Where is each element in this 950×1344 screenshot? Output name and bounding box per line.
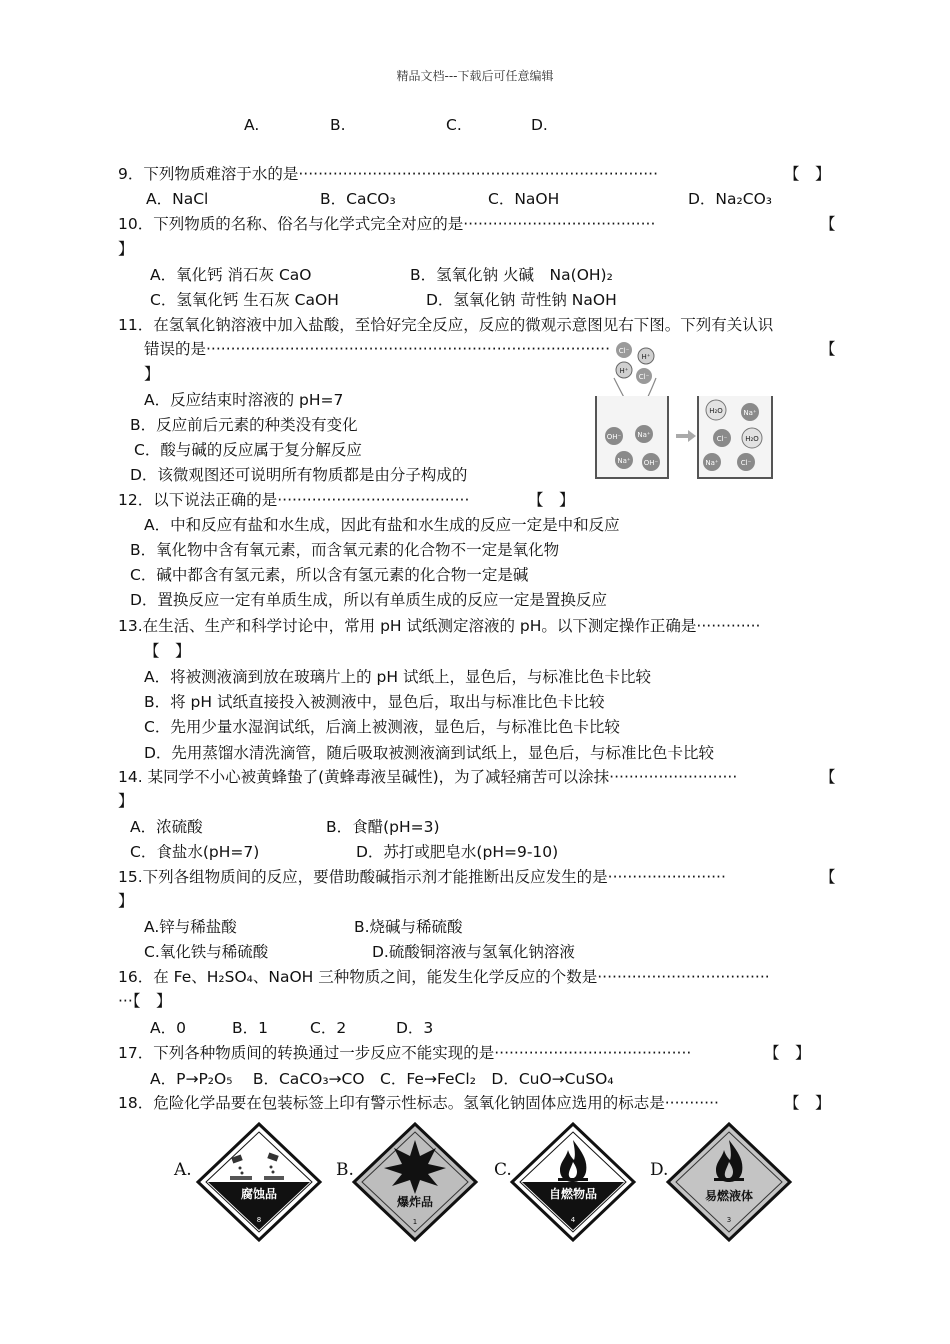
top-choice-c: C. [446, 116, 462, 134]
q14-bracket-open: 【 [820, 768, 836, 786]
q15-stem: 15.下列各组物质间的反应，要借助酸碱指示剂才能推断出反应发生的是························ [118, 868, 726, 886]
left-ion-3: Na⁺ [617, 457, 631, 465]
q10-option-a: A．氧化钙 消石灰 CaO [150, 266, 312, 284]
q18-bracket: 【 】 [784, 1094, 831, 1112]
combustible-sign [508, 1122, 638, 1242]
right-ion-3: Cl⁻ [716, 435, 728, 443]
q16-option-c: C．2 [310, 1019, 347, 1037]
q15-bracket-close: 】 [118, 892, 134, 910]
q9-option-b: B．CaCO₃ [320, 190, 396, 208]
sign-c-label: 自燃物品 [548, 1187, 598, 1201]
sign-d-number: 3 [726, 1216, 732, 1224]
sign-d-label: 易燃液体 [704, 1189, 754, 1203]
q16-option-a: A．0 [150, 1019, 186, 1037]
q14-bracket-close: 】 [118, 792, 134, 810]
top-choice-a: A. [244, 116, 260, 134]
q9-stem: 9．下列物质难溶于水的是········································································· [118, 165, 659, 183]
q10-stem: 10．下列物质的名称、俗名与化学式完全对应的是······································· [118, 215, 656, 233]
drop-ion-group [616, 342, 654, 384]
q17-options: A．P→P₂O₅ B．CaCO₃→CO C．Fe→FeCl₂ D．CuO→CuSO₄ [150, 1070, 614, 1088]
sign-b-letter: B. [336, 1160, 354, 1180]
sign-a-label: 腐蚀品 [240, 1187, 278, 1201]
q15-option-c: C.氧化铁与稀硫酸 [144, 943, 269, 961]
q15-option-a: A.锌与稀盐酸 [144, 918, 237, 936]
q13-option-c: C．先用少量水湿润试纸，后滴上被测液，显色后，与标准比色卡比较 [144, 718, 620, 736]
flammable-liquid-sign [664, 1122, 794, 1242]
q18-stem: 18．危险化学品要在包装标签上印有警示性标志。氢氧化钠固体应选用的标志是··········· [118, 1094, 719, 1112]
drop-ion-1: Cl⁻ [618, 347, 630, 355]
sign-c-number: 4 [570, 1216, 576, 1224]
drop-ion-2: H⁺ [641, 353, 651, 361]
sign-b-label: 爆炸品 [396, 1195, 434, 1209]
q17-bracket: 【 】 [764, 1044, 811, 1062]
q13-option-a: A．将被测液滴到放在玻璃片上的 pH 试纸上，显色后，与标准比色卡比较 [144, 668, 651, 686]
explosive-sign [350, 1122, 480, 1242]
drop-ion-3: H⁺ [619, 367, 629, 375]
q15-bracket-open: 【 [820, 868, 836, 886]
sign-c-letter: C. [494, 1160, 512, 1180]
left-ion-4: OH⁻ [643, 459, 659, 467]
q12-bracket: 【 】 [528, 491, 575, 509]
drop-ion-4: Cl⁻ [638, 373, 650, 381]
right-ion-6: Cl⁻ [740, 459, 752, 467]
q16-bracket: ···【 】 [118, 992, 172, 1010]
q13-stem: 13.在生活、生产和科学讨论中，常用 pH 试纸测定溶液的 pH。以下测定操作正确是············· [118, 617, 761, 635]
q11-option-a: A．反应结束时溶液的 pH=7 [144, 391, 344, 409]
q9-option-a: A．NaCl [146, 190, 209, 208]
q11-stem-line1: 11．在氢氧化钠溶液中加入盐酸，至恰好完全反应，反应的微观示意图见右下图。下列有关认识 [118, 316, 774, 334]
q11-option-b: B．反应前后元素的种类没有变化 [130, 416, 358, 434]
q12-option-c: C．碱中都含有氢元素，所以含有氢元素的化合物一定是碱 [130, 566, 529, 584]
q12-option-a: A．中和反应有盐和水生成，因此有盐和水生成的反应一定是中和反应 [144, 516, 620, 534]
q13-option-b: B．将 pH 试纸直接投入被测液中，显色后，取出与标准比色卡比较 [144, 693, 605, 711]
q14-option-d: D．苏打或肥皂水(pH=9-10) [356, 843, 559, 861]
q9-bracket: 【 】 [784, 165, 831, 183]
q12-stem: 12．以下说法正确的是······································· [118, 491, 470, 509]
q13-bracket: 【 】 [144, 642, 191, 660]
right-ion-4: H₂O [745, 435, 759, 443]
q9-option-d: D．Na₂CO₃ [688, 190, 772, 208]
sign-d-letter: D. [650, 1160, 669, 1180]
q13-option-d: D．先用蒸馏水清洗滴管，随后吸取被测液滴到试纸上，显色后，与标准比色卡比较 [144, 744, 714, 762]
q14-stem: 14. 某同学不小心被黄蜂蛰了(黄蜂毒液呈碱性)，为了减轻痛苦可以涂抹·························· [118, 768, 738, 786]
sign-a-number: 8 [256, 1216, 262, 1224]
right-ion-1: H₂O [709, 407, 723, 415]
q12-option-d: D．置换反应一定有单质生成，所以有单质生成的反应一定是置换反应 [130, 591, 607, 609]
left-ion-1: OH⁻ [606, 433, 622, 441]
q14-option-c: C．食盐水(pH=7) [130, 843, 260, 861]
sign-b-number: 1 [412, 1218, 418, 1226]
left-ion-2: Na⁺ [637, 431, 651, 439]
top-choice-d: D. [531, 116, 548, 134]
q15-option-d: D.硫酸铜溶液与氢氧化钠溶液 [372, 943, 575, 961]
right-ion-5: Na⁺ [705, 459, 719, 467]
q16-option-d: D．3 [396, 1019, 434, 1037]
q10-option-c: C．氢氧化钙 生石灰 CaOH [150, 291, 339, 309]
corrosive-sign [194, 1122, 324, 1242]
q11-option-c: C．酸与碱的反应属于复分解反应 [134, 441, 362, 459]
q11-stem-line2: 错误的是·················································································· [144, 340, 611, 358]
q14-option-a: A．浓硫酸 [130, 818, 203, 836]
q16-option-b: B．1 [232, 1019, 268, 1037]
q12-option-b: B．氧化物中含有氧元素，而含氧元素的化合物不一定是氧化物 [130, 541, 560, 559]
top-choice-b: B. [330, 116, 346, 134]
q11-bracket-close: 】 [144, 365, 160, 383]
q14-option-b: B．食醋(pH=3) [326, 818, 440, 836]
q10-bracket-close: 】 [118, 240, 134, 258]
right-ion-2: Na⁺ [743, 409, 757, 417]
page-header: 精品文档---下载后可任意编辑 [396, 69, 554, 83]
q15-option-b: B.烧碱与稀硫酸 [354, 918, 463, 936]
neutralization-diagram [594, 338, 776, 484]
q11-option-d: D．该微观图还可说明所有物质都是由分子构成的 [130, 466, 468, 484]
q16-stem: 16．在 Fe、H₂SO₄、NaOH 三种物质之间，能发生化学反应的个数是··································· [118, 968, 770, 986]
q10-option-d: D．氢氧化钠 苛性钠 NaOH [426, 291, 617, 309]
q10-bracket-open: 【 [820, 215, 836, 233]
sign-a-letter: A. [174, 1160, 192, 1180]
q9-option-c: C．NaOH [488, 190, 560, 208]
q11-bracket-open: 【 [820, 340, 836, 358]
q17-stem: 17．下列各种物质间的转换通过一步反应不能实现的是········································ [118, 1044, 692, 1062]
q10-option-b: B．氢氧化钠 火碱 Na(OH)₂ [410, 266, 613, 284]
